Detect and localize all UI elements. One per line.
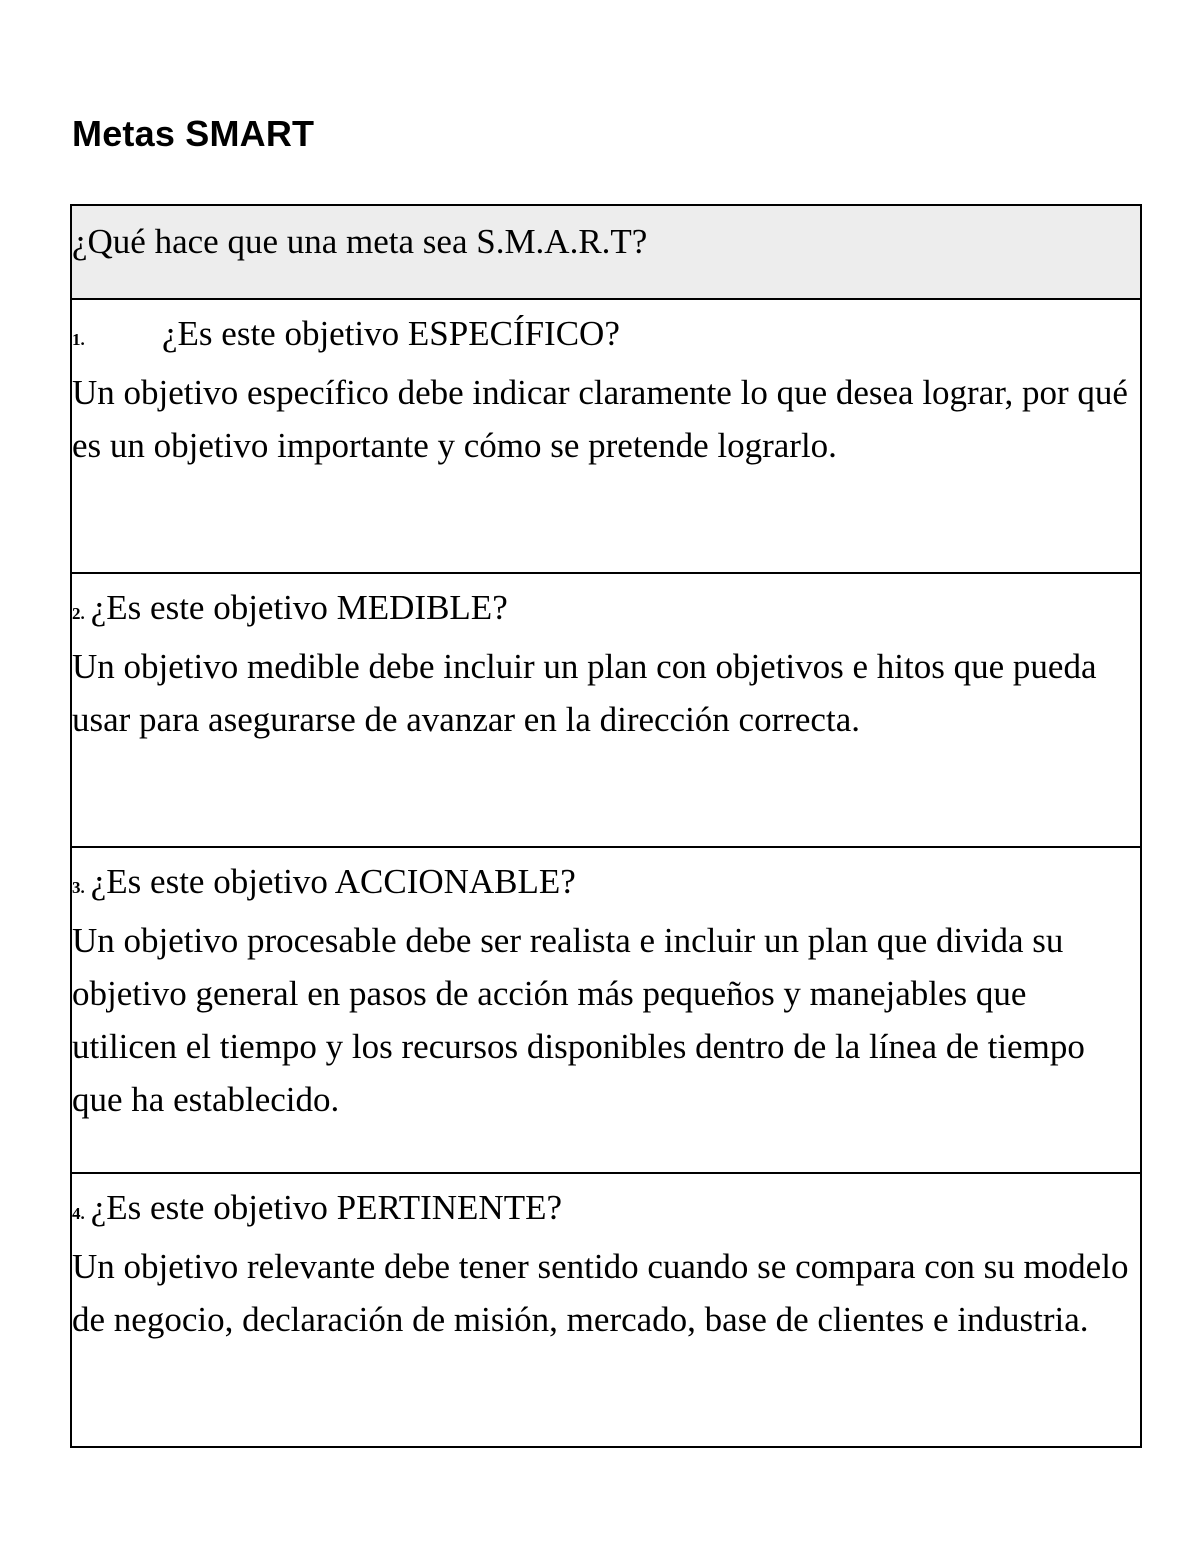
item-number: 4. <box>72 1204 85 1223</box>
table-row-specific <box>72 298 1140 572</box>
table-header-text: ¿Qué hace que una meta sea S.M.A.R.T? <box>72 222 648 261</box>
item-number: 1. <box>72 330 85 349</box>
table-header-row <box>72 206 1140 298</box>
item-description: Un objetivo procesable debe ser realista e incluir un plan que divida su objetivo general en pasos de acción más pequeños y manejables que utilicen el tiempo y los recursos disponibles dentro de la línea de tiempo que ha establecido. <box>72 921 1085 1119</box>
item-heading <box>72 856 1140 914</box>
page-title: Metas SMART <box>72 113 315 154</box>
item-description: Un objetivo específico debe indicar claramente lo que desea lograr, por qué es un objetivo importante y cómo se pretende lograrlo. <box>72 373 1128 465</box>
table-row-measurable <box>72 572 1140 846</box>
item-question: ¿Es este objetivo ACCIONABLE? <box>90 862 576 901</box>
table-row-actionable <box>72 846 1140 1172</box>
table-row-relevant <box>72 1172 1140 1446</box>
item-heading <box>72 308 1140 366</box>
item-question: ¿Es este objetivo MEDIBLE? <box>90 588 508 627</box>
item-description: Un objetivo medible debe incluir un plan con objetivos e hitos que pueda usar para asegurarse de avanzar en la dirección correcta. <box>72 647 1097 739</box>
item-question: ¿Es este objetivo ESPECÍFICO? <box>162 314 620 353</box>
item-heading <box>72 582 1140 640</box>
item-number: 3. <box>72 878 85 897</box>
item-description: Un objetivo relevante debe tener sentido cuando se compara con su modelo de negocio, declaración de misión, mercado, base de clientes e industria. <box>72 1247 1129 1339</box>
item-heading <box>72 1182 1140 1240</box>
item-number: 2. <box>72 604 85 623</box>
item-question: ¿Es este objetivo PERTINENTE? <box>90 1188 563 1227</box>
smart-goals-table <box>70 204 1142 1448</box>
